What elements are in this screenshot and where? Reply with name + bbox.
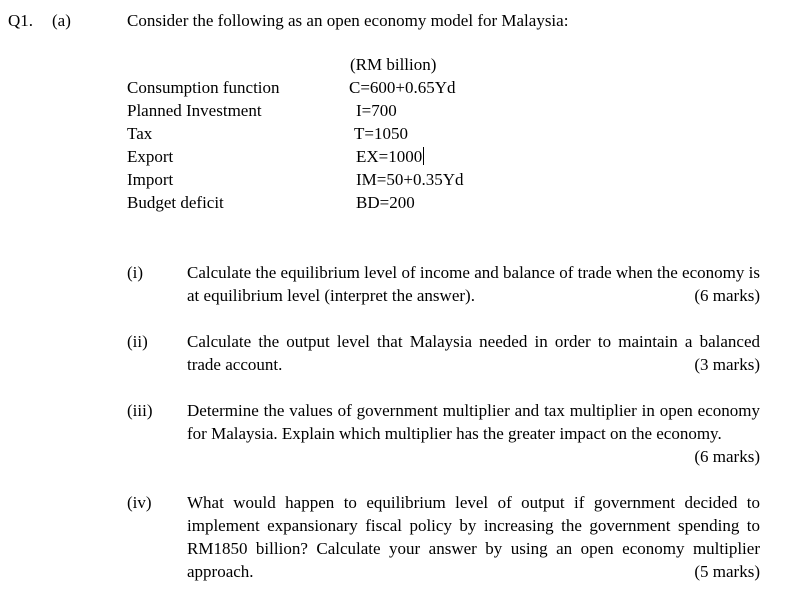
model-value-with-cursor xyxy=(356,145,424,168)
question-part-label: (a) xyxy=(52,11,71,30)
unit-heading: (RM billion) xyxy=(350,55,437,74)
model-value: I=700 xyxy=(356,101,397,120)
model-value: C=600+0.65Yd xyxy=(349,78,456,97)
model-value: IM=50+0.35Yd xyxy=(356,170,464,189)
model-value: T=1050 xyxy=(354,124,408,143)
model-row-tax xyxy=(127,122,547,145)
question-intro: Consider the following as an open economy model for Malaysia: xyxy=(127,11,569,30)
model-row-consumption xyxy=(127,76,547,99)
subquestion-number: (iv) xyxy=(127,493,152,512)
subquestion-text: Calculate the output level that Malaysia needed in order to maintain a balanced trade account. xyxy=(187,332,760,374)
marks-label: (6 marks) xyxy=(694,286,760,305)
subquestion-number: (iii) xyxy=(127,401,153,420)
subquestion-body xyxy=(187,330,760,376)
model-row-budget-deficit xyxy=(127,191,547,214)
model-label: Import xyxy=(127,170,174,189)
subquestion-text: Determine the values of government multiplier and tax multiplier in open economy for Malaysia. Explain which multiplier has the greater impact on the economy. xyxy=(187,401,760,443)
subquestion-body xyxy=(187,491,760,583)
model-value: EX=1000 xyxy=(356,147,423,166)
subquestion-number: (ii) xyxy=(127,332,148,351)
subquestion-number: (i) xyxy=(127,263,144,282)
model-label: Consumption function xyxy=(127,78,280,97)
subquestion-body xyxy=(187,261,760,307)
question-number: Q1. xyxy=(8,11,34,30)
model-label: Tax xyxy=(127,124,153,143)
model-label: Planned Investment xyxy=(127,101,262,120)
text-cursor xyxy=(423,147,424,165)
model-label: Budget deficit xyxy=(127,193,224,212)
subquestion-body xyxy=(187,399,760,468)
model-row-import xyxy=(127,168,547,191)
subquestion-text: What would happen to equilibrium level of output if government decided to implement expansionary fiscal policy by increasing the government spending to RM1850 billion? Calculate your answer by using an open economy multiplier approach. xyxy=(187,493,760,581)
marks-label: (5 marks) xyxy=(694,562,760,581)
subquestion-text: Calculate the equilibrium level of income and balance of trade when the economy is at equilibrium level (interpret the answer). xyxy=(187,263,760,305)
model-value: BD=200 xyxy=(356,193,415,212)
model-row-investment xyxy=(127,99,547,122)
marks-label: (3 marks) xyxy=(694,355,760,374)
marks-label: (6 marks) xyxy=(694,447,760,466)
model-label: Export xyxy=(127,147,174,166)
model-row-export xyxy=(127,145,547,168)
